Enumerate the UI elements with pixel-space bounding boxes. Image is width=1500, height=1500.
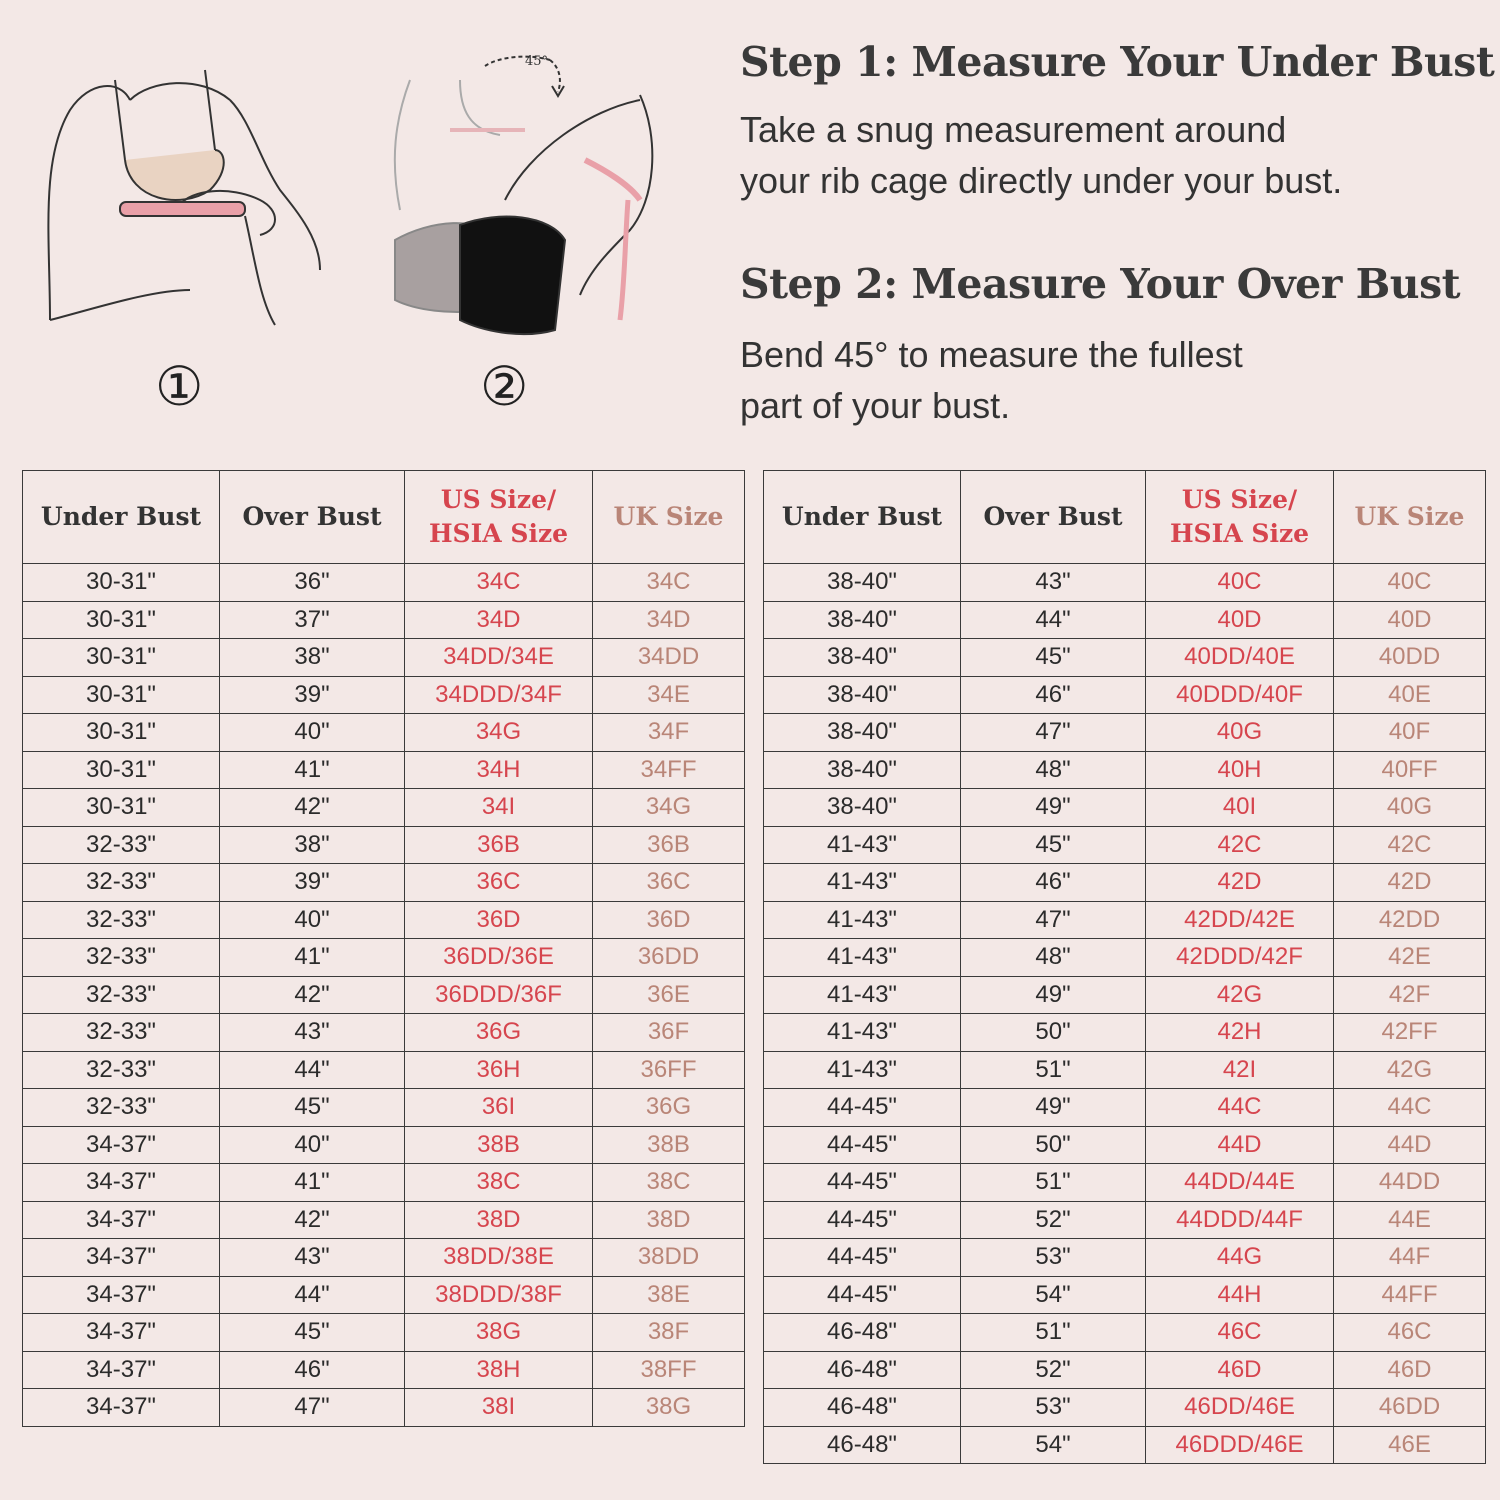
cell-under-bust: 41-43" [764, 901, 961, 939]
cell-over-bust: 46" [961, 864, 1146, 902]
cell-uk-size: 38B [593, 1126, 745, 1164]
cell-over-bust: 48" [961, 939, 1146, 977]
cell-over-bust: 52" [961, 1201, 1146, 1239]
cell-us-size: 44D [1146, 1126, 1334, 1164]
cell-over-bust: 39" [220, 676, 405, 714]
header-us-size: US Size/ HSIA Size [405, 471, 593, 564]
cell-us-size: 42G [1146, 976, 1334, 1014]
cell-us-size: 40DDD/40F [1146, 676, 1334, 714]
cell-under-bust: 32-33" [23, 939, 220, 977]
cell-uk-size: 44FF [1334, 1276, 1486, 1314]
cell-uk-size: 42F [1334, 976, 1486, 1014]
over-bust-illustration [395, 57, 653, 335]
cell-us-size: 44C [1146, 1089, 1334, 1127]
header-under-bust: Under Bust [23, 471, 220, 564]
cell-uk-size: 40D [1334, 601, 1486, 639]
cell-under-bust: 38-40" [764, 676, 961, 714]
cell-under-bust: 30-31" [23, 601, 220, 639]
table-row [23, 1276, 745, 1314]
cell-us-size: 36H [405, 1051, 593, 1089]
table-row [23, 976, 745, 1014]
cell-under-bust: 32-33" [23, 901, 220, 939]
cell-over-bust: 41" [220, 939, 405, 977]
table-row [764, 1351, 1486, 1389]
cell-uk-size: 36E [593, 976, 745, 1014]
cell-over-bust: 40" [220, 901, 405, 939]
cell-under-bust: 38-40" [764, 789, 961, 827]
cell-us-size: 44DDD/44F [1146, 1201, 1334, 1239]
cell-us-size: 34I [405, 789, 593, 827]
cell-uk-size: 38E [593, 1276, 745, 1314]
cell-uk-size: 42FF [1334, 1014, 1486, 1052]
cell-under-bust: 46-48" [764, 1426, 961, 1464]
cell-under-bust: 41-43" [764, 826, 961, 864]
cell-us-size: 42H [1146, 1014, 1334, 1052]
cell-over-bust: 46" [220, 1351, 405, 1389]
cell-under-bust: 34-37" [23, 1314, 220, 1352]
header-over-bust: Over Bust [961, 471, 1146, 564]
cell-over-bust: 43" [961, 564, 1146, 602]
cell-under-bust: 44-45" [764, 1276, 961, 1314]
step2-line1: Bend 45° to measure the fullest [740, 334, 1243, 375]
cell-uk-size: 36DD [593, 939, 745, 977]
cell-uk-size: 34D [593, 601, 745, 639]
table-row [764, 1201, 1486, 1239]
cell-under-bust: 41-43" [764, 939, 961, 977]
header-over-bust: Over Bust [220, 471, 405, 564]
cell-uk-size: 36D [593, 901, 745, 939]
cell-us-size: 40C [1146, 564, 1334, 602]
cell-us-size: 42C [1146, 826, 1334, 864]
cell-us-size: 34DDD/34F [405, 676, 593, 714]
table-row [764, 1276, 1486, 1314]
cell-us-size: 38C [405, 1164, 593, 1202]
cell-us-size: 46DD/46E [1146, 1389, 1334, 1427]
cell-uk-size: 34F [593, 714, 745, 752]
cell-under-bust: 44-45" [764, 1089, 961, 1127]
cell-uk-size: 40DD [1334, 639, 1486, 677]
cell-over-bust: 52" [961, 1351, 1146, 1389]
cell-under-bust: 41-43" [764, 864, 961, 902]
cell-over-bust: 40" [220, 1126, 405, 1164]
table-row [23, 1051, 745, 1089]
cell-under-bust: 32-33" [23, 976, 220, 1014]
cell-under-bust: 32-33" [23, 826, 220, 864]
cell-over-bust: 47" [220, 1389, 405, 1427]
cell-uk-size: 40C [1334, 564, 1486, 602]
cell-under-bust: 38-40" [764, 751, 961, 789]
cell-under-bust: 41-43" [764, 1051, 961, 1089]
cell-over-bust: 44" [961, 601, 1146, 639]
table-row [23, 1164, 745, 1202]
cell-uk-size: 38C [593, 1164, 745, 1202]
step1-title: Step 1: Measure Your Under Bust [740, 38, 1495, 86]
cell-over-bust: 47" [961, 714, 1146, 752]
cell-under-bust: 30-31" [23, 789, 220, 827]
cell-under-bust: 38-40" [764, 564, 961, 602]
cell-uk-size: 38FF [593, 1351, 745, 1389]
cell-over-bust: 45" [220, 1089, 405, 1127]
cell-uk-size: 42C [1334, 826, 1486, 864]
cell-us-size: 40G [1146, 714, 1334, 752]
cell-over-bust: 40" [220, 714, 405, 752]
cell-uk-size: 38DD [593, 1239, 745, 1277]
cell-under-bust: 38-40" [764, 714, 961, 752]
cell-uk-size: 46DD [1334, 1389, 1486, 1427]
cell-uk-size: 44D [1334, 1126, 1486, 1164]
cell-over-bust: 42" [220, 1201, 405, 1239]
table-row [764, 564, 1486, 602]
cell-us-size: 40H [1146, 751, 1334, 789]
cell-over-bust: 51" [961, 1051, 1146, 1089]
cell-uk-size: 34E [593, 676, 745, 714]
cell-us-size: 40DD/40E [1146, 639, 1334, 677]
cell-over-bust: 44" [220, 1051, 405, 1089]
table-row [764, 1239, 1486, 1277]
table-row [764, 1389, 1486, 1427]
cell-over-bust: 46" [961, 676, 1146, 714]
cell-uk-size: 42G [1334, 1051, 1486, 1089]
cell-under-bust: 30-31" [23, 676, 220, 714]
step1-description [740, 104, 1342, 206]
cell-us-size: 46D [1146, 1351, 1334, 1389]
cell-over-bust: 36" [220, 564, 405, 602]
table-row [764, 901, 1486, 939]
cell-us-size: 46C [1146, 1314, 1334, 1352]
cell-under-bust: 41-43" [764, 976, 961, 1014]
cell-over-bust: 53" [961, 1239, 1146, 1277]
table-row [23, 1239, 745, 1277]
table-row [764, 789, 1486, 827]
cell-over-bust: 42" [220, 789, 405, 827]
table-row [23, 826, 745, 864]
cell-us-size: 38B [405, 1126, 593, 1164]
table-row [764, 1014, 1486, 1052]
cell-uk-size: 44C [1334, 1089, 1486, 1127]
table-row [23, 789, 745, 827]
cell-uk-size: 42DD [1334, 901, 1486, 939]
cell-us-size: 36DDD/36F [405, 976, 593, 1014]
cell-us-size: 38DD/38E [405, 1239, 593, 1277]
cell-under-bust: 32-33" [23, 1014, 220, 1052]
cell-us-size: 46DDD/46E [1146, 1426, 1334, 1464]
cell-uk-size: 40E [1334, 676, 1486, 714]
table-row [23, 1351, 745, 1389]
table-row [764, 1089, 1486, 1127]
cell-us-size: 34G [405, 714, 593, 752]
cell-us-size: 38H [405, 1351, 593, 1389]
cell-us-size: 36G [405, 1014, 593, 1052]
table-row [23, 1201, 745, 1239]
cell-over-bust: 45" [220, 1314, 405, 1352]
header-uk-size: UK Size [1334, 471, 1486, 564]
cell-us-size: 38DDD/38F [405, 1276, 593, 1314]
cell-uk-size: 36C [593, 864, 745, 902]
table-row [23, 864, 745, 902]
cell-uk-size: 44F [1334, 1239, 1486, 1277]
cell-uk-size: 36G [593, 1089, 745, 1127]
table-row [764, 1051, 1486, 1089]
step2-description [740, 329, 1243, 431]
cell-over-bust: 48" [961, 751, 1146, 789]
cell-over-bust: 51" [961, 1314, 1146, 1352]
cell-over-bust: 45" [961, 826, 1146, 864]
cell-under-bust: 30-31" [23, 639, 220, 677]
size-table-right [763, 470, 1486, 1464]
cell-under-bust: 32-33" [23, 1051, 220, 1089]
cell-uk-size: 34FF [593, 751, 745, 789]
cell-us-size: 44H [1146, 1276, 1334, 1314]
table-row [23, 751, 745, 789]
cell-uk-size: 46E [1334, 1426, 1486, 1464]
cell-over-bust: 51" [961, 1164, 1146, 1202]
cell-under-bust: 32-33" [23, 864, 220, 902]
table-row [764, 976, 1486, 1014]
cell-us-size: 36I [405, 1089, 593, 1127]
cell-uk-size: 38F [593, 1314, 745, 1352]
table-row [23, 1126, 745, 1164]
cell-under-bust: 30-31" [23, 714, 220, 752]
cell-uk-size: 44DD [1334, 1164, 1486, 1202]
cell-us-size: 42DD/42E [1146, 901, 1334, 939]
table-row [23, 676, 745, 714]
table-row [23, 901, 745, 939]
cell-uk-size: 40G [1334, 789, 1486, 827]
cell-over-bust: 54" [961, 1276, 1146, 1314]
cell-over-bust: 42" [220, 976, 405, 1014]
cell-us-size: 36C [405, 864, 593, 902]
table-row [764, 1426, 1486, 1464]
cell-under-bust: 38-40" [764, 601, 961, 639]
step2-number: ② [480, 355, 529, 418]
cell-us-size: 34C [405, 564, 593, 602]
measurement-illustrations [30, 40, 670, 440]
step2-line2: part of your bust. [740, 385, 1011, 426]
cell-us-size: 36B [405, 826, 593, 864]
cell-uk-size: 34G [593, 789, 745, 827]
cell-over-bust: 47" [961, 901, 1146, 939]
cell-uk-size: 46C [1334, 1314, 1486, 1352]
cell-under-bust: 44-45" [764, 1201, 961, 1239]
cell-under-bust: 46-48" [764, 1351, 961, 1389]
table-row [23, 939, 745, 977]
cell-under-bust: 44-45" [764, 1126, 961, 1164]
cell-over-bust: 38" [220, 826, 405, 864]
cell-over-bust: 38" [220, 639, 405, 677]
cell-under-bust: 30-31" [23, 751, 220, 789]
cell-over-bust: 39" [220, 864, 405, 902]
step1-line2: your rib cage directly under your bust. [740, 160, 1343, 201]
cell-over-bust: 49" [961, 1089, 1146, 1127]
step1-line1: Take a snug measurement around [740, 109, 1287, 150]
cell-over-bust: 43" [220, 1239, 405, 1277]
cell-uk-size: 42D [1334, 864, 1486, 902]
cell-over-bust: 54" [961, 1426, 1146, 1464]
cell-under-bust: 41-43" [764, 1014, 961, 1052]
table-row [764, 751, 1486, 789]
step1-number: ① [155, 355, 204, 418]
cell-under-bust: 34-37" [23, 1389, 220, 1427]
table-row [23, 1014, 745, 1052]
cell-under-bust: 34-37" [23, 1239, 220, 1277]
table-row [23, 639, 745, 677]
cell-uk-size: 36F [593, 1014, 745, 1052]
step2-title: Step 2: Measure Your Over Bust [740, 260, 1461, 308]
cell-under-bust: 34-37" [23, 1351, 220, 1389]
cell-us-size: 44DD/44E [1146, 1164, 1334, 1202]
header-us-size: US Size/ HSIA Size [1146, 471, 1334, 564]
cell-over-bust: 37" [220, 601, 405, 639]
cell-under-bust: 44-45" [764, 1239, 961, 1277]
table-row [764, 1126, 1486, 1164]
cell-us-size: 34D [405, 601, 593, 639]
cell-over-bust: 44" [220, 1276, 405, 1314]
table-row [23, 1089, 745, 1127]
cell-over-bust: 45" [961, 639, 1146, 677]
cell-us-size: 34H [405, 751, 593, 789]
cell-under-bust: 46-48" [764, 1314, 961, 1352]
cell-under-bust: 46-48" [764, 1389, 961, 1427]
cell-under-bust: 34-37" [23, 1276, 220, 1314]
cell-over-bust: 43" [220, 1014, 405, 1052]
cell-uk-size: 40FF [1334, 751, 1486, 789]
header-uk-size: UK Size [593, 471, 745, 564]
table-row [764, 826, 1486, 864]
table-row [23, 714, 745, 752]
under-bust-illustration [48, 70, 320, 325]
cell-uk-size: 34C [593, 564, 745, 602]
table-row [764, 676, 1486, 714]
cell-uk-size: 44E [1334, 1201, 1486, 1239]
cell-under-bust: 44-45" [764, 1164, 961, 1202]
table-row [23, 601, 745, 639]
cell-under-bust: 38-40" [764, 639, 961, 677]
cell-us-size: 40I [1146, 789, 1334, 827]
cell-uk-size: 40F [1334, 714, 1486, 752]
cell-over-bust: 53" [961, 1389, 1146, 1427]
cell-uk-size: 36B [593, 826, 745, 864]
cell-over-bust: 41" [220, 751, 405, 789]
table-row [764, 1314, 1486, 1352]
cell-over-bust: 50" [961, 1126, 1146, 1164]
cell-us-size: 34DD/34E [405, 639, 593, 677]
cell-uk-size: 34DD [593, 639, 745, 677]
table-row [23, 1314, 745, 1352]
cell-uk-size: 36FF [593, 1051, 745, 1089]
cell-under-bust: 30-31" [23, 564, 220, 602]
cell-under-bust: 32-33" [23, 1089, 220, 1127]
cell-over-bust: 50" [961, 1014, 1146, 1052]
cell-us-size: 38G [405, 1314, 593, 1352]
cell-us-size: 42DDD/42F [1146, 939, 1334, 977]
cell-under-bust: 34-37" [23, 1201, 220, 1239]
table-row [764, 601, 1486, 639]
table-row [764, 714, 1486, 752]
cell-us-size: 42D [1146, 864, 1334, 902]
cell-us-size: 40D [1146, 601, 1334, 639]
cell-us-size: 36D [405, 901, 593, 939]
size-table-left [22, 470, 745, 1427]
table-row [764, 939, 1486, 977]
cell-under-bust: 34-37" [23, 1126, 220, 1164]
cell-over-bust: 41" [220, 1164, 405, 1202]
cell-uk-size: 46D [1334, 1351, 1486, 1389]
cell-over-bust: 49" [961, 976, 1146, 1014]
cell-us-size: 38D [405, 1201, 593, 1239]
cell-uk-size: 38G [593, 1389, 745, 1427]
table-row [23, 1389, 745, 1427]
header-under-bust: Under Bust [764, 471, 961, 564]
cell-us-size: 44G [1146, 1239, 1334, 1277]
cell-us-size: 42I [1146, 1051, 1334, 1089]
table-row [764, 1164, 1486, 1202]
table-row [764, 639, 1486, 677]
cell-uk-size: 42E [1334, 939, 1486, 977]
cell-over-bust: 49" [961, 789, 1146, 827]
cell-us-size: 36DD/36E [405, 939, 593, 977]
cell-us-size: 38I [405, 1389, 593, 1427]
cell-under-bust: 34-37" [23, 1164, 220, 1202]
angle-label: 45° [525, 54, 549, 69]
table-row [23, 564, 745, 602]
table-row [764, 864, 1486, 902]
cell-uk-size: 38D [593, 1201, 745, 1239]
